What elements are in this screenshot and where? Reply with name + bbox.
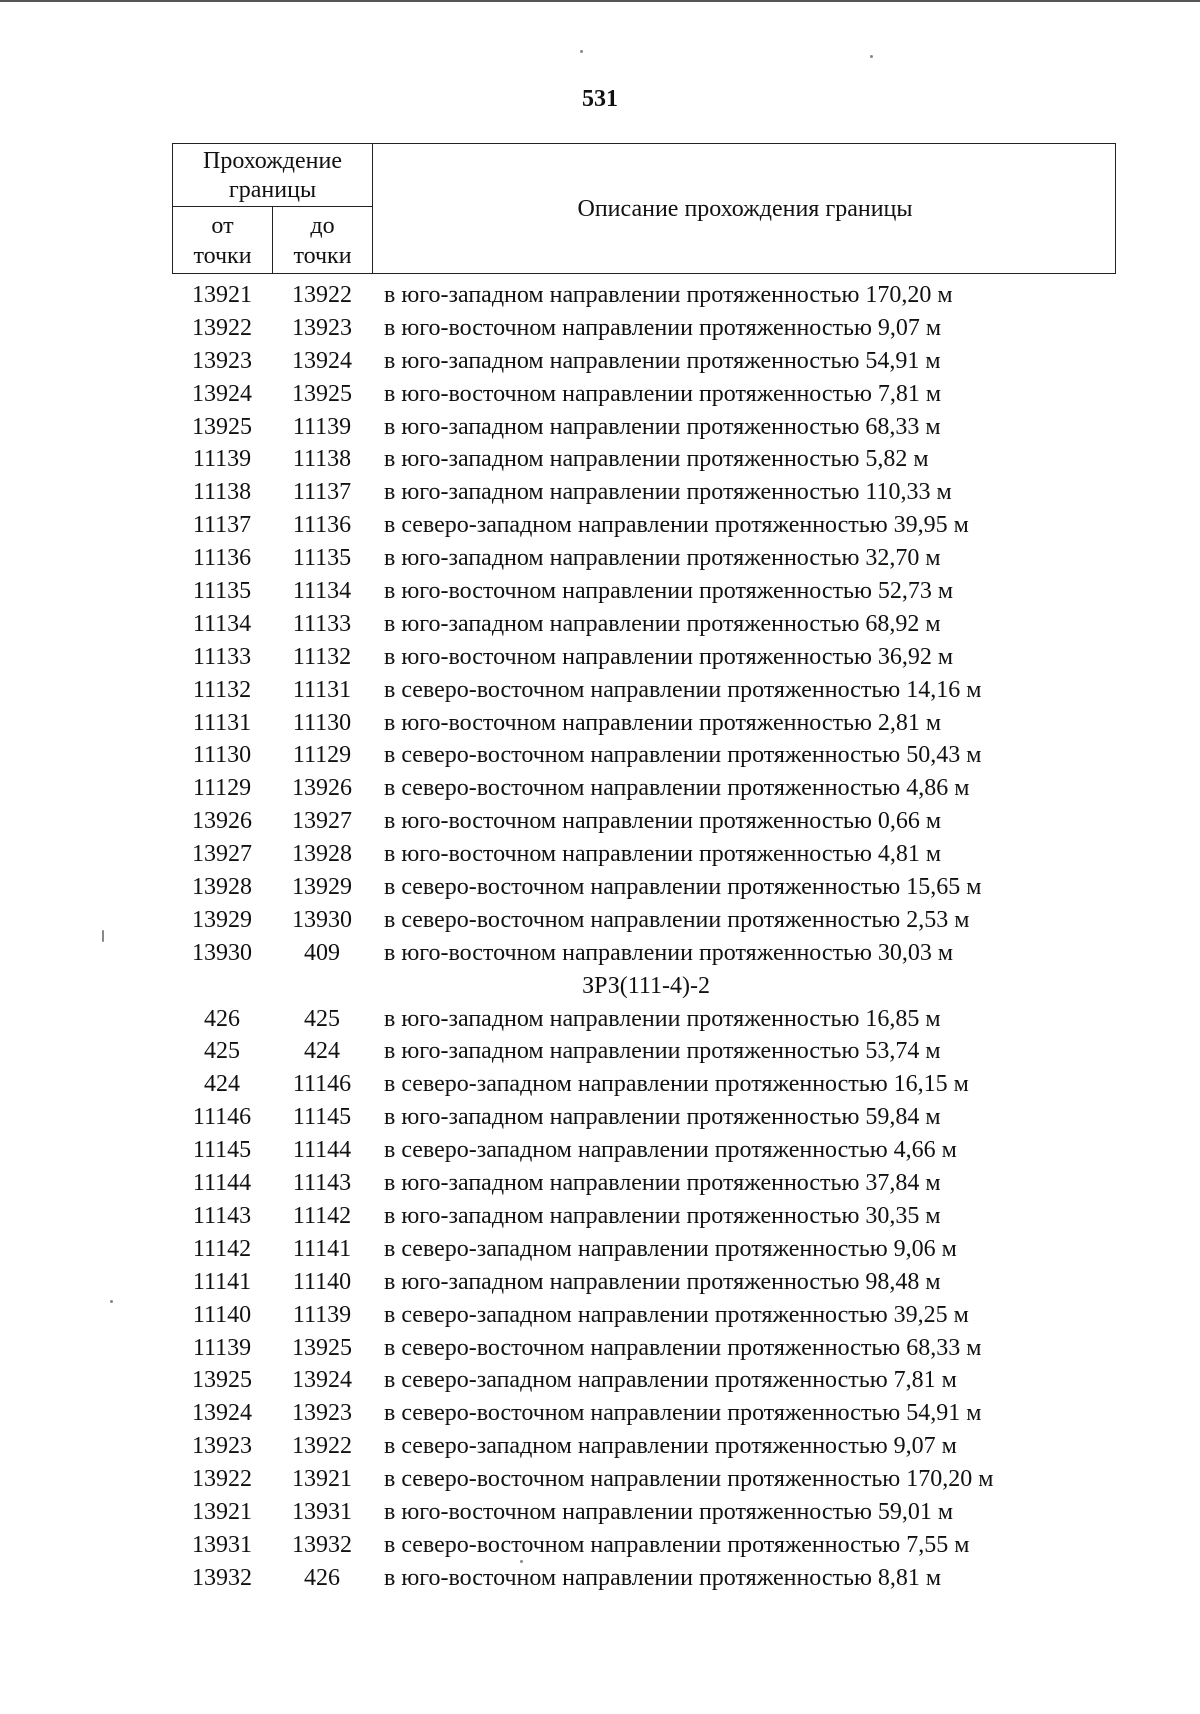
to-point-cell: 13930	[292, 906, 352, 933]
to-point-cell: 13929	[292, 874, 352, 901]
table-row	[0, 411, 1200, 444]
table-row	[0, 443, 1200, 476]
top-scan-border	[0, 0, 1200, 2]
to-point-cell: 13925	[292, 380, 352, 407]
from-point-cell: 13923	[192, 1433, 252, 1460]
description-cell: в северо-восточном направлении протяженностью 7,55 м	[384, 1531, 970, 1558]
table-row	[0, 1167, 1200, 1200]
header-from-line2: точки	[193, 243, 252, 269]
description-cell: в юго-восточном направлении протяженностью 36,92 м	[384, 643, 954, 670]
from-point-cell: 11142	[192, 1235, 252, 1262]
to-point-cell: 13921	[292, 1466, 352, 1493]
description-cell: в северо-восточном направлении протяженностью 4,86 м	[384, 775, 970, 802]
description-cell: в юго-западном направлении протяженностью 170,20 м	[384, 282, 953, 308]
to-point-cell: 11140	[292, 1268, 352, 1295]
from-point-cell: 13926	[192, 808, 252, 835]
from-point-cell: 11140	[192, 1301, 252, 1328]
table-row	[0, 904, 1200, 937]
description-cell: в юго-западном направлении протяженностью 59,84 м	[384, 1104, 941, 1131]
to-point-cell: 13928	[292, 841, 352, 868]
to-point-cell: 11138	[292, 446, 352, 473]
table-row	[0, 739, 1200, 772]
to-point-cell: 13923	[292, 1400, 352, 1427]
table-row	[0, 1332, 1200, 1365]
table-row	[0, 937, 1200, 970]
table-body	[0, 279, 1200, 1595]
description-cell: в юго-западном направлении протяженностью 54,91 м	[384, 347, 941, 374]
from-point-cell: 13924	[192, 380, 252, 407]
description-cell: в юго-восточном направлении протяженностью 59,01 м	[384, 1498, 954, 1525]
header-description-title: Описание прохождения границы	[577, 196, 913, 222]
header-group-underline	[173, 206, 372, 207]
table-row	[0, 1068, 1200, 1101]
from-point-cell: 11130	[192, 742, 252, 769]
from-point-cell: 13924	[192, 1400, 252, 1427]
to-point-cell: 409	[304, 939, 340, 966]
description-cell: в юго-восточном направлении протяженностью 9,07 м	[384, 314, 942, 341]
from-point-cell: 11139	[192, 446, 252, 473]
to-point-cell: 11144	[292, 1137, 352, 1164]
table-row	[0, 1233, 1200, 1266]
table-row	[0, 1134, 1200, 1167]
scan-speck	[102, 930, 104, 942]
to-point-cell: 13931	[292, 1498, 352, 1525]
table-row	[0, 1430, 1200, 1463]
from-point-cell: 11144	[192, 1170, 252, 1197]
table-row	[0, 1200, 1200, 1233]
table-row	[0, 542, 1200, 575]
to-point-cell: 11135	[292, 545, 352, 572]
from-point-cell: 13932	[192, 1564, 252, 1591]
to-point-cell: 13924	[292, 347, 352, 374]
to-point-cell: 11139	[292, 413, 352, 440]
description-cell: в северо-западном направлении протяженностью 4,66 м	[384, 1137, 957, 1164]
to-point-cell: 13927	[292, 808, 352, 835]
to-point-cell: 425	[304, 1005, 340, 1032]
to-point-cell: 11139	[292, 1301, 352, 1328]
description-cell: в северо-восточном направлении протяженностью 50,43 м	[384, 742, 982, 769]
table-row	[0, 1364, 1200, 1397]
table-row	[0, 608, 1200, 641]
scan-speck	[110, 1300, 113, 1303]
to-point-cell: 13926	[292, 775, 352, 802]
from-point-cell: 13929	[192, 906, 252, 933]
from-point-cell: 11135	[192, 578, 252, 605]
from-point-cell: 11129	[192, 775, 252, 802]
description-cell: в северо-западном направлении протяженностью 9,07 м	[384, 1433, 957, 1460]
to-point-cell: 13923	[292, 314, 352, 341]
description-cell: в северо-восточном направлении протяженностью 170,20 м	[384, 1466, 994, 1493]
description-cell: в юго-восточном направлении протяженностью 2,81 м	[384, 709, 942, 736]
description-cell: в северо-западном направлении протяженностью 7,81 м	[384, 1367, 957, 1394]
from-point-cell: 13921	[192, 1498, 252, 1525]
from-point-cell: 13927	[192, 841, 252, 868]
from-point-cell: 13930	[192, 939, 252, 966]
header-to-line2: точки	[293, 243, 352, 269]
table-header	[172, 143, 1116, 274]
to-point-cell: 11131	[292, 676, 352, 703]
from-point-cell: 13921	[192, 282, 252, 308]
to-point-cell: 11142	[292, 1202, 352, 1229]
table-row	[0, 772, 1200, 805]
from-point-cell: 11138	[192, 479, 252, 506]
table-row	[0, 312, 1200, 345]
section-title: ЗРЗ(111-4)-2	[582, 972, 710, 999]
description-cell: в юго-восточном направлении протяженностью 0,66 м	[384, 808, 942, 835]
table-row	[0, 1003, 1200, 1036]
table-row	[0, 1035, 1200, 1068]
to-point-cell: 11145	[292, 1104, 352, 1131]
to-point-cell: 11146	[292, 1071, 352, 1098]
scan-speck	[870, 55, 873, 58]
from-point-cell: 13931	[192, 1531, 252, 1558]
table-row	[0, 1529, 1200, 1562]
from-point-cell: 11143	[192, 1202, 252, 1229]
description-cell: в юго-восточном направлении протяженностью 52,73 м	[384, 578, 954, 605]
description-cell: в северо-западном направлении протяженностью 39,25 м	[384, 1301, 969, 1328]
from-point-cell: 11132	[192, 676, 252, 703]
description-cell: в северо-западном направлении протяженностью 39,95 м	[384, 512, 969, 539]
description-cell: в юго-восточном направлении протяженностью 7,81 м	[384, 380, 942, 407]
from-point-cell: 13923	[192, 347, 252, 374]
description-cell: в северо-западном направлении протяженностью 16,15 м	[384, 1071, 969, 1098]
description-cell: в северо-восточном направлении протяженностью 15,65 м	[384, 874, 982, 901]
to-point-cell: 13924	[292, 1367, 352, 1394]
description-cell: в юго-западном направлении протяженностью 32,70 м	[384, 545, 941, 572]
from-point-cell: 11141	[192, 1268, 252, 1295]
description-cell: в юго-западном направлении протяженностью 37,84 м	[384, 1170, 941, 1197]
header-group-title-line2: границы	[228, 177, 317, 203]
header-to-line1: до	[310, 213, 335, 239]
to-point-cell: 11129	[292, 742, 352, 769]
from-point-cell: 13925	[192, 413, 252, 440]
description-cell: в юго-западном направлении протяженностью 53,74 м	[384, 1038, 941, 1065]
to-point-cell: 11132	[292, 643, 352, 670]
table-row	[0, 641, 1200, 674]
to-point-cell: 11141	[292, 1235, 352, 1262]
description-cell: в юго-западном направлении протяженностью 110,33 м	[384, 479, 952, 506]
header-from-line1: от	[211, 213, 234, 239]
to-point-cell: 11136	[292, 512, 352, 539]
to-point-cell: 11134	[292, 578, 352, 605]
to-point-cell: 424	[304, 1038, 340, 1065]
to-point-cell: 13925	[292, 1334, 352, 1361]
table-row	[0, 1101, 1200, 1134]
description-cell: в юго-западном направлении протяженностью 68,92 м	[384, 610, 941, 637]
to-point-cell: 13922	[292, 1433, 352, 1460]
table-row	[0, 1397, 1200, 1430]
description-cell: в северо-восточном направлении протяженностью 68,33 м	[384, 1334, 982, 1361]
table-row	[0, 378, 1200, 411]
description-cell: в юго-западном направлении протяженностью 16,85 м	[384, 1005, 941, 1032]
from-point-cell: 11131	[192, 709, 252, 736]
from-point-cell: 425	[204, 1038, 240, 1065]
to-point-cell: 11143	[292, 1170, 352, 1197]
from-point-cell: 13922	[192, 314, 252, 341]
table-row	[0, 575, 1200, 608]
description-cell: в юго-восточном направлении протяженностью 30,03 м	[384, 939, 954, 966]
from-point-cell: 13928	[192, 874, 252, 901]
description-cell: в юго-восточном направлении протяженностью 8,81 м	[384, 1564, 942, 1591]
description-cell: в юго-западном направлении протяженностью 68,33 м	[384, 413, 941, 440]
header-group-title-line1: Прохождение	[202, 148, 342, 174]
table-row	[0, 509, 1200, 542]
from-point-cell: 13925	[192, 1367, 252, 1394]
from-point-cell: 13922	[192, 1466, 252, 1493]
table-row	[0, 1299, 1200, 1332]
description-cell: в юго-западном направлении протяженностью 30,35 м	[384, 1202, 941, 1229]
table-row	[0, 1496, 1200, 1529]
table-row	[0, 674, 1200, 707]
to-point-cell: 13922	[292, 282, 352, 308]
description-cell: в юго-западном направлении протяженностью 5,82 м	[384, 446, 929, 473]
table-row	[0, 805, 1200, 838]
to-point-cell: 426	[304, 1564, 340, 1591]
description-cell: в северо-восточном направлении протяженностью 2,53 м	[384, 906, 970, 933]
table-row	[0, 345, 1200, 378]
from-point-cell: 11133	[192, 643, 252, 670]
description-cell: в северо-восточном направлении протяженностью 14,16 м	[384, 676, 982, 703]
table-row	[0, 1463, 1200, 1496]
to-point-cell: 11137	[292, 479, 352, 506]
from-point-cell: 11137	[192, 512, 252, 539]
from-point-cell: 11146	[192, 1104, 252, 1131]
from-point-cell: 424	[204, 1071, 240, 1098]
page-number: 531	[582, 86, 618, 112]
description-cell: в юго-восточном направлении протяженностью 4,81 м	[384, 841, 942, 868]
from-point-cell: 11134	[192, 610, 252, 637]
from-point-cell: 426	[204, 1005, 240, 1032]
description-cell: в юго-западном направлении протяженностью 98,48 м	[384, 1268, 941, 1295]
table-row	[0, 1266, 1200, 1299]
table-row	[0, 476, 1200, 509]
from-point-cell: 11139	[192, 1334, 252, 1361]
description-cell: в северо-восточном направлении протяженностью 54,91 м	[384, 1400, 982, 1427]
scan-speck	[520, 1560, 523, 1563]
to-point-cell: 13932	[292, 1531, 352, 1558]
table-row	[0, 707, 1200, 740]
table-row	[0, 1562, 1200, 1595]
to-point-cell: 11133	[292, 610, 352, 637]
from-point-cell: 11136	[192, 545, 252, 572]
table-row	[0, 871, 1200, 904]
scan-speck	[580, 50, 583, 53]
description-cell: в северо-западном направлении протяженностью 9,06 м	[384, 1235, 957, 1262]
from-point-cell: 11145	[192, 1137, 252, 1164]
table-row	[0, 838, 1200, 871]
table-row	[0, 279, 1200, 312]
to-point-cell: 11130	[292, 709, 352, 736]
